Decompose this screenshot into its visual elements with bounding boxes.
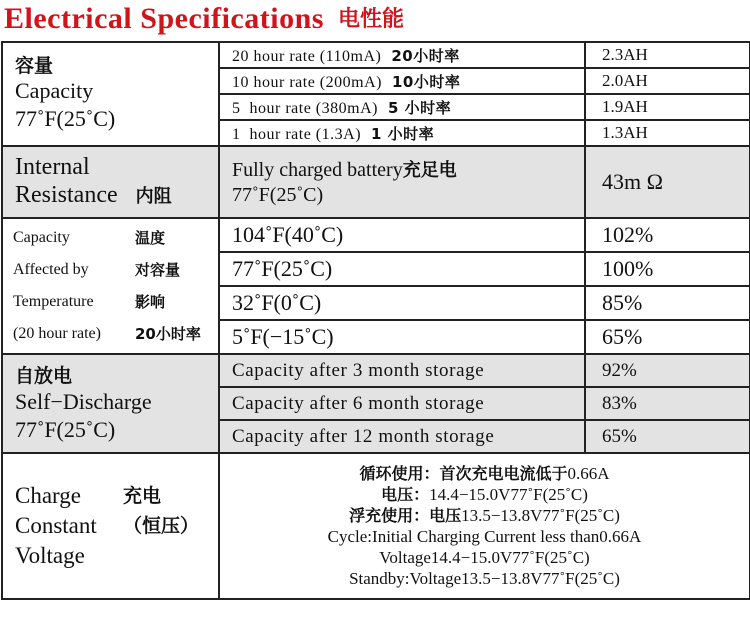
capacity-value: 2.0AH [585, 68, 750, 94]
capacity-condition: 1 hour rate (1.3A) 1 小时率 [219, 120, 585, 146]
temperature-value: 85% [585, 286, 750, 320]
capacity-label-cn: 容量 [15, 55, 54, 77]
internal-resistance-row [2, 146, 750, 218]
title-english: Electrical Specifications [4, 2, 324, 35]
temperature-condition: 77˚F(25˚C) [219, 252, 585, 286]
self-discharge-row-1 [2, 354, 750, 387]
capacity-label-en: Capacity [15, 78, 94, 103]
charge-line: 循环使用：首次充电电流低于0.66A [359, 464, 610, 483]
capacity-label [2, 42, 219, 146]
capacity-condition: 5 hour rate (380mA) 5 小时率 [219, 94, 585, 120]
capacity-label-temp: 77˚F(25˚C) [15, 106, 116, 131]
self-discharge-condition: Capacity after 6 month storage [219, 387, 585, 420]
internal-resistance-condition: Fully charged battery充足电 77˚F(25˚C) [219, 146, 585, 218]
temperature-value: 100% [585, 252, 750, 286]
temperature-condition: 32˚F(0˚C) [219, 286, 585, 320]
capacity-value: 1.9AH [585, 94, 750, 120]
capacity-condition: 20 hour rate (110mA) 20小时率 [219, 42, 585, 68]
charge-instructions [219, 453, 750, 599]
spec-title [4, 2, 404, 38]
self-discharge-label: 自放电 Self−Discharge 77˚F(25˚C) [2, 354, 219, 453]
self-discharge-value: 92% [585, 354, 750, 387]
self-discharge-value: 65% [585, 420, 750, 453]
capacity-row-1 [2, 42, 750, 68]
temperature-label: Capacity 温度 Affected by 对容量 Temperature 影响 (20 hour rate) 20小时率 [2, 218, 219, 354]
charge-row [2, 453, 750, 599]
charge-line: 浮充使用：电压13.5−13.8V77˚F(25˚C) [349, 506, 620, 525]
self-discharge-condition: Capacity after 3 month storage [219, 354, 585, 387]
capacity-value: 1.3AH [585, 120, 750, 146]
self-discharge-condition: Capacity after 12 month storage [219, 420, 585, 453]
charge-line: 电压：14.4−15.0V77˚F(25˚C) [381, 485, 588, 504]
charge-line: Standby:Voltage13.5−13.8V77˚F(25˚C) [349, 569, 620, 588]
temperature-condition: 104˚F(40˚C) [219, 218, 585, 252]
title-chinese: 电性能 [337, 7, 404, 32]
charge-label: Charge 充电 Constant （恒压） Voltage [2, 453, 219, 599]
temperature-value: 102% [585, 218, 750, 252]
temperature-condition: 5˚F(−15˚C) [219, 320, 585, 354]
charge-line: Voltage14.4−15.0V77˚F(25˚C) [379, 548, 590, 567]
internal-resistance-label: Internal Resistance 内阻 [2, 146, 219, 218]
internal-resistance-value: 43m Ω [585, 146, 750, 218]
self-discharge-value: 83% [585, 387, 750, 420]
capacity-condition: 10 hour rate (200mA) 10小时率 [219, 68, 585, 94]
temperature-value: 65% [585, 320, 750, 354]
charge-line: Cycle:Initial Charging Current less than0.66A [327, 527, 642, 546]
spec-table [1, 41, 750, 600]
capacity-value: 2.3AH [585, 42, 750, 68]
temperature-row-1 [2, 218, 750, 252]
